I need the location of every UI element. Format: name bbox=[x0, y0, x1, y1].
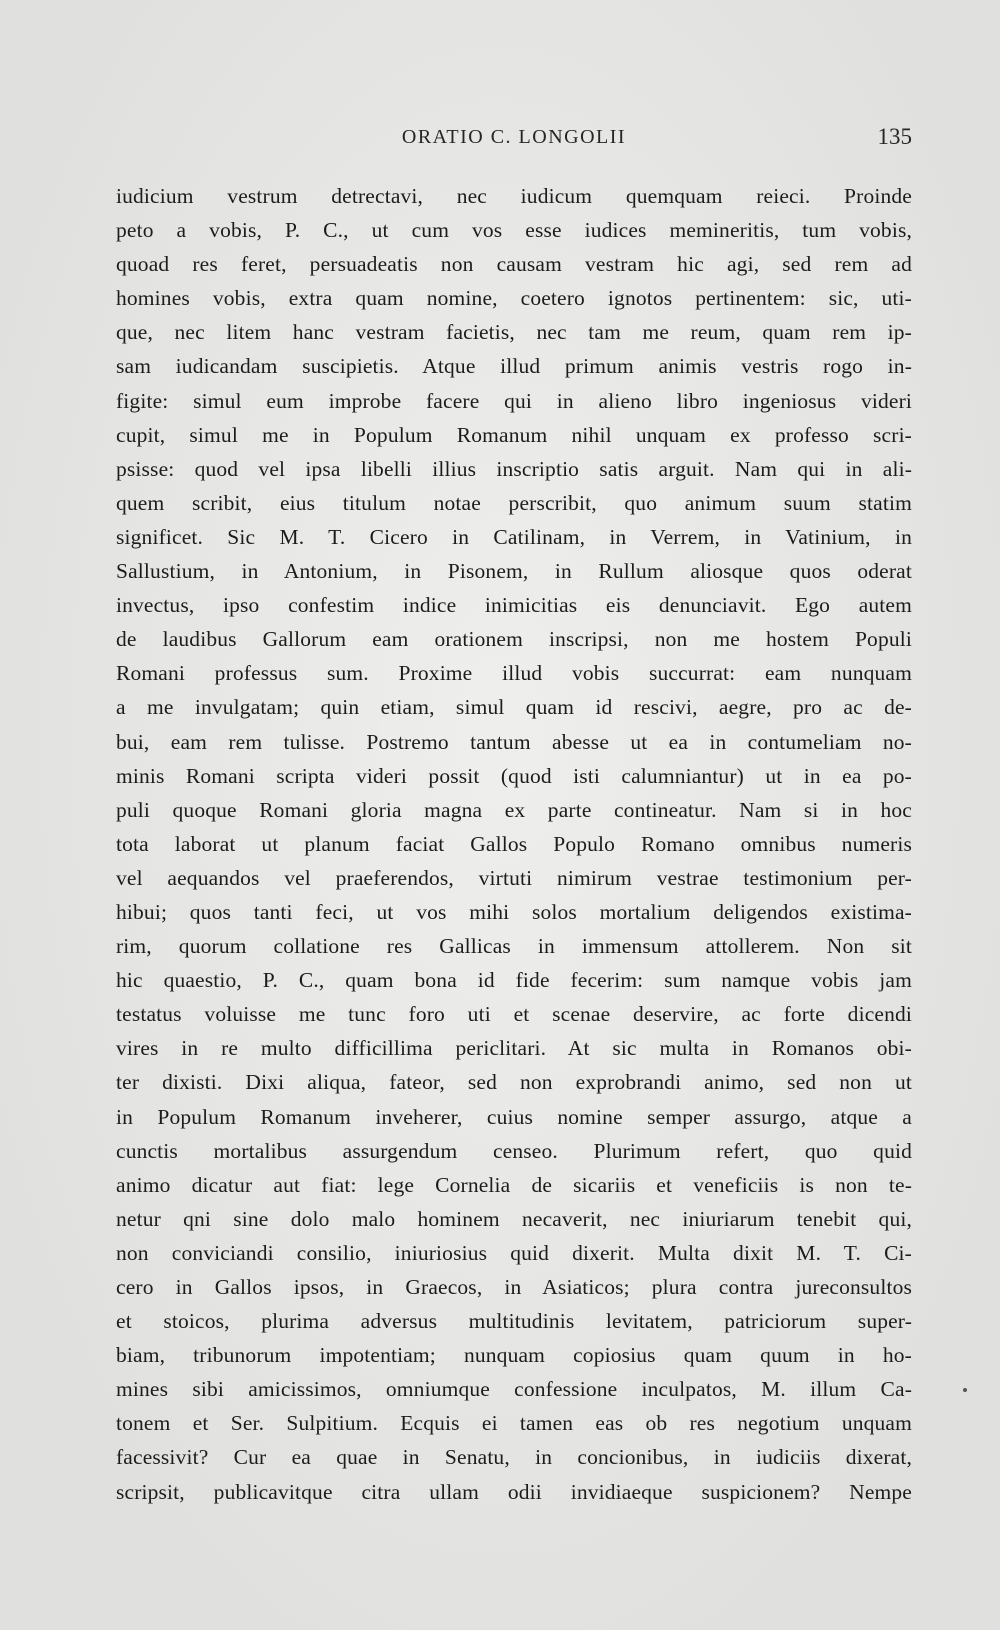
text-line: homines vobis, extra quam nomine, coetero ignotos pertinentem: sic, uti- bbox=[116, 286, 912, 311]
text-line: vel aequandos vel praeferendos, virtuti nimirum vestrae testimonium per- bbox=[116, 865, 912, 890]
text-line: rim, quorum collatione res Gallicas in immensum attollerem. Non sit bbox=[116, 934, 912, 959]
text-line: cunctis mortalibus assurgendum censeo. Plurimum refert, quo quid bbox=[116, 1138, 912, 1163]
paper-speck bbox=[963, 1388, 967, 1392]
text-line: Sallustium, in Antonium, in Pisonem, in Rullum aliosque quos oderat bbox=[116, 559, 912, 584]
running-title: ORATIO C. LONGOLII bbox=[401, 126, 627, 148]
text-line: iudicium vestrum detrectavi, nec iudicum quemquam reieci. Proinde bbox=[116, 184, 912, 208]
text-line: invectus, ipso confestim indice inimicitias eis denunciavit. Ego autem bbox=[116, 593, 912, 618]
text-line: que, nec litem hanc vestram facietis, nec tam me reum, quam rem ip- bbox=[116, 320, 912, 345]
text-line: vires in re multo difficillima periclitari. At sic multa in Romanos obi- bbox=[116, 1036, 912, 1061]
text-line: puli quoque Romani gloria magna ex parte contineatur. Nam si in hoc bbox=[116, 797, 912, 822]
text-line: quem scribit, eius titulum notae perscribit, quo animum suum statim bbox=[116, 490, 912, 515]
text-line: in Populum Romanum inveherer, cuius nomine semper assurgo, atque a bbox=[116, 1104, 912, 1129]
text-line: quoad res feret, persuadeatis non causam vestram hic agi, sed rem ad bbox=[116, 252, 912, 277]
text-line: bui, eam rem tulisse. Postremo tantum abesse ut ea in contumeliam no- bbox=[116, 729, 912, 754]
text-line: non conviciandi consilio, iniuriosius quid dixerit. Multa dixit M. T. Ci- bbox=[116, 1240, 912, 1265]
text-line: minis Romani scripta videri possit (quod isti calumniantur) ut in ea po- bbox=[116, 763, 912, 788]
text-line: tota laborat ut planum faciat Gallos Populo Romano omnibus numeris bbox=[116, 831, 912, 856]
text-line: mines sibi amicissimos, omniumque confessione inculpatos, M. illum Ca- bbox=[116, 1377, 912, 1402]
text-line: psisse: quod vel ipsa libelli illius inscriptio satis arguit. Nam qui in ali- bbox=[116, 456, 912, 481]
text-line: hic quaestio, P. C., quam bona id fide fecerim: sum namque vobis jam bbox=[116, 968, 912, 993]
text-line: tonem et Ser. Sulpitium. Ecquis ei tamen eas ob res negotium unquam bbox=[116, 1411, 912, 1436]
text-line: animo dicatur aut fiat: lege Cornelia de sicariis et veneficiis is non te- bbox=[116, 1172, 912, 1197]
text-line: facessivit? Cur ea quae in Senatu, in concionibus, in iudiciis dixerat, bbox=[116, 1445, 912, 1470]
text-line: a me invulgatam; quin etiam, simul quam id rescivi, aegre, pro ac de- bbox=[116, 695, 912, 720]
text-line: et stoicos, plurima adversus multitudinis levitatem, patriciorum super- bbox=[116, 1309, 912, 1334]
text-line: significet. Sic M. T. Cicero in Catilinam, in Verrem, in Vatinium, in bbox=[116, 524, 912, 549]
text-line: cero in Gallos ipsos, in Graecos, in Asiaticos; plura contra jureconsultos bbox=[116, 1275, 912, 1299]
page-number: 135 bbox=[877, 124, 912, 149]
text-line: cupit, simul me in Populum Romanum nihil unquam ex professo scri- bbox=[116, 422, 912, 447]
running-head bbox=[116, 126, 912, 156]
text-line: testatus voluisse me tunc foro uti et scenae deservire, ac forte dicendi bbox=[116, 1002, 912, 1027]
text-line: biam, tribunorum impotentiam; nunquam copiosius quam quum in ho- bbox=[116, 1343, 912, 1368]
body-text bbox=[116, 179, 912, 1509]
text-line: figite: simul eum improbe facere qui in alieno libro ingeniosus videri bbox=[116, 388, 912, 413]
text-line: hibui; quos tanti feci, ut vos mihi solos mortalium deligendos existima- bbox=[116, 899, 912, 924]
text-line: peto a vobis, P. C., ut cum vos esse iudices memineritis, tum vobis, bbox=[116, 218, 912, 243]
text-line: de laudibus Gallorum eam orationem inscripsi, non me hostem Populi bbox=[116, 627, 912, 652]
text-line: Romani professus sum. Proxime illud vobis succurrat: eam nunquam bbox=[116, 661, 912, 686]
text-line: scripsit, publicavitque citra ullam odii invidiaeque suspicionem? Nempe bbox=[116, 1479, 912, 1504]
text-line: netur qni sine dolo malo hominem necaverit, nec iniuriarum tenebit qui, bbox=[116, 1206, 912, 1231]
text-line: sam iudicandam suscipietis. Atque illud primum animis vestris rogo in- bbox=[116, 354, 912, 379]
text-line: ter dixisti. Dixi aliqua, fateor, sed non exprobrandi animo, sed non ut bbox=[116, 1070, 912, 1095]
